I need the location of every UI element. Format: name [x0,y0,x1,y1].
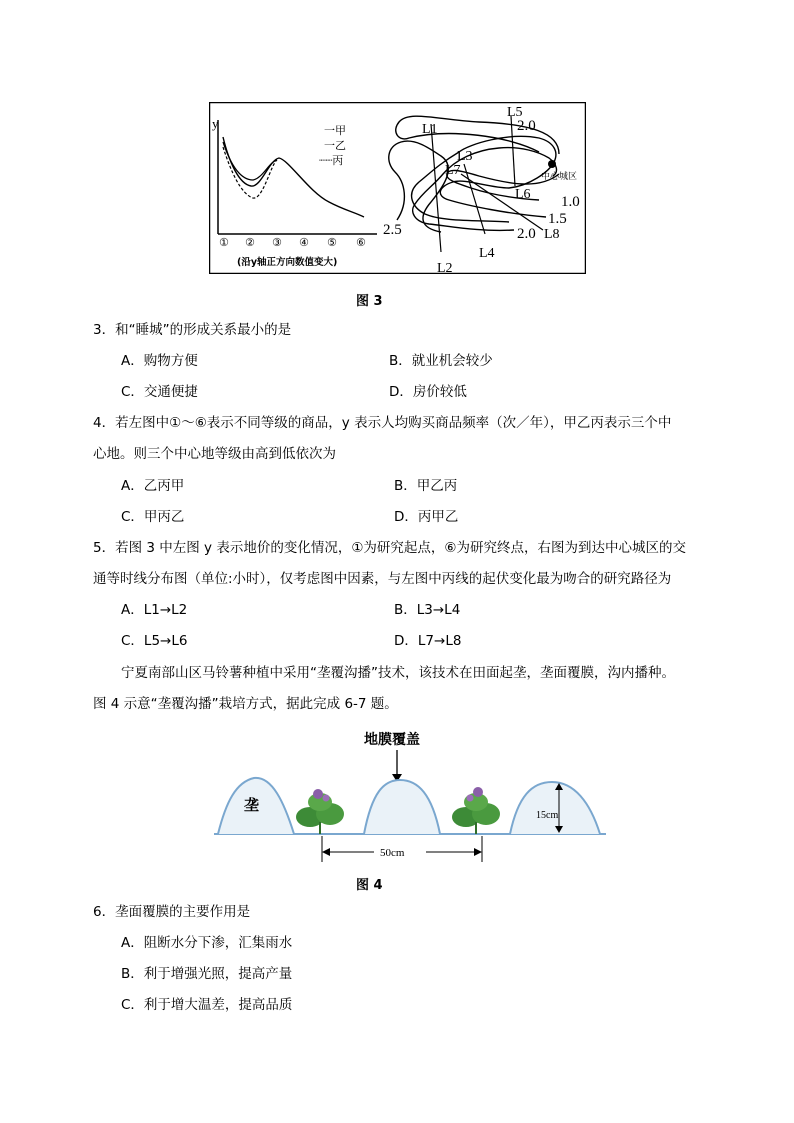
width-label: 50cm [380,847,405,859]
y-axis-label: y [212,116,219,131]
figure-4-caption: 图 4 [356,878,383,893]
q4-option-d: D．丙甲乙 [394,509,459,525]
width-arrow-right [474,848,482,856]
intro-line1: 宁夏南部山区马铃薯种植中采用“垄覆沟播”技术，该技术在田面起垄，垄面覆膜，沟内播种。 [121,665,675,681]
potato-plant-1 [296,789,344,834]
q5-option-d: D．L7→L8 [394,633,462,649]
label-L5: L5 [507,105,523,120]
legend-bing: ┈┈丙 [319,154,344,167]
x-tick-1: ① [219,236,229,249]
value-1-0: 1.0 [561,194,580,210]
value-1-5: 1.5 [548,211,567,227]
q6-option-a: A．阻断水分下渗，汇集雨水 [121,935,293,951]
figure-3-graphic [209,102,586,274]
x-tick-5: ⑤ [327,236,337,249]
potato-plant-2 [452,787,500,834]
value-2-0-bottom: 2.0 [517,226,536,242]
ridge-2 [364,780,440,834]
q6-option-c: C．利于增大温差，提高品质 [121,997,293,1013]
label-L8: L8 [544,227,560,242]
q3-option-c: C．交通便捷 [121,384,198,400]
label-L3: L3 [457,149,473,164]
x-tick-3: ③ [272,236,282,249]
center-city-label: 中心城区 [541,172,578,182]
q3-option-b: B．就业机会较少 [389,353,493,369]
value-2-5: 2.5 [383,222,402,238]
label-L2: L2 [437,261,453,274]
q3-stem: 3．和“睡城”的形成关系最小的是 [93,322,292,338]
center-city-dot [548,160,556,168]
q4-option-b: B．甲乙丙 [394,478,458,494]
film-cover-label: 地膜覆盖 [364,732,420,748]
label-L6: L6 [515,187,531,202]
q5-stem-line1: 5．若图 3 中左图 y 表示地价的变化情况，①为研究起点，⑥为研究终点，右图为到达中心城区的交 [93,540,687,556]
label-L1: L1 [422,122,438,137]
q3-option-d: D．房价较低 [389,384,467,400]
figure-3 [209,102,586,274]
q3-option-a: A．购物方便 [121,353,198,369]
figure-4 [214,722,606,867]
q5-option-b: B．L3→L4 [394,602,461,618]
intro-line2: 图 4 示意“垄覆沟播”栽培方式，据此完成 6-7 题。 [93,696,398,712]
height-label: 15cm [536,810,559,821]
ridge-label: 垄 [244,796,260,814]
label-L4: L4 [479,246,495,261]
ridge-3 [510,782,600,834]
width-arrow-left [322,848,330,856]
x-tick-4: ④ [299,236,309,249]
figure-3-caption: 图 3 [356,294,383,309]
value-2-0-top: 2.0 [517,118,536,134]
q5-option-c: C．L5→L6 [121,633,188,649]
q6-option-b: B．利于增强光照，提高产量 [121,966,293,982]
x-tick-2: ② [245,236,255,249]
label-L7: L7 [445,163,461,178]
q5-option-a: A．L1→L2 [121,602,188,618]
q6-stem: 6．垄面覆膜的主要作用是 [93,904,251,920]
x-tick-6: ⑥ [356,236,366,249]
q4-option-c: C．甲丙乙 [121,509,185,525]
x-axis-note: (沿y轴正方向数值变大) [237,257,338,268]
q4-stem-line2: 心地。则三个中心地等级由高到低依次为 [93,446,336,462]
q4-option-a: A．乙丙甲 [121,478,185,494]
q5-stem-line2: 通等时线分布图（单位:小时），仅考虑图中因素，与左图中丙线的起伏变化最为吻合的研究路径为 [93,571,672,587]
q4-stem-line1: 4．若左图中①～⑥表示不同等级的商品，y 表示人均购买商品频率（次／年），甲乙丙表示三个中 [93,415,672,431]
legend-jia: 一甲 [324,124,346,137]
legend-yi: 一乙 [324,139,346,152]
figure-4-graphic [214,722,606,867]
